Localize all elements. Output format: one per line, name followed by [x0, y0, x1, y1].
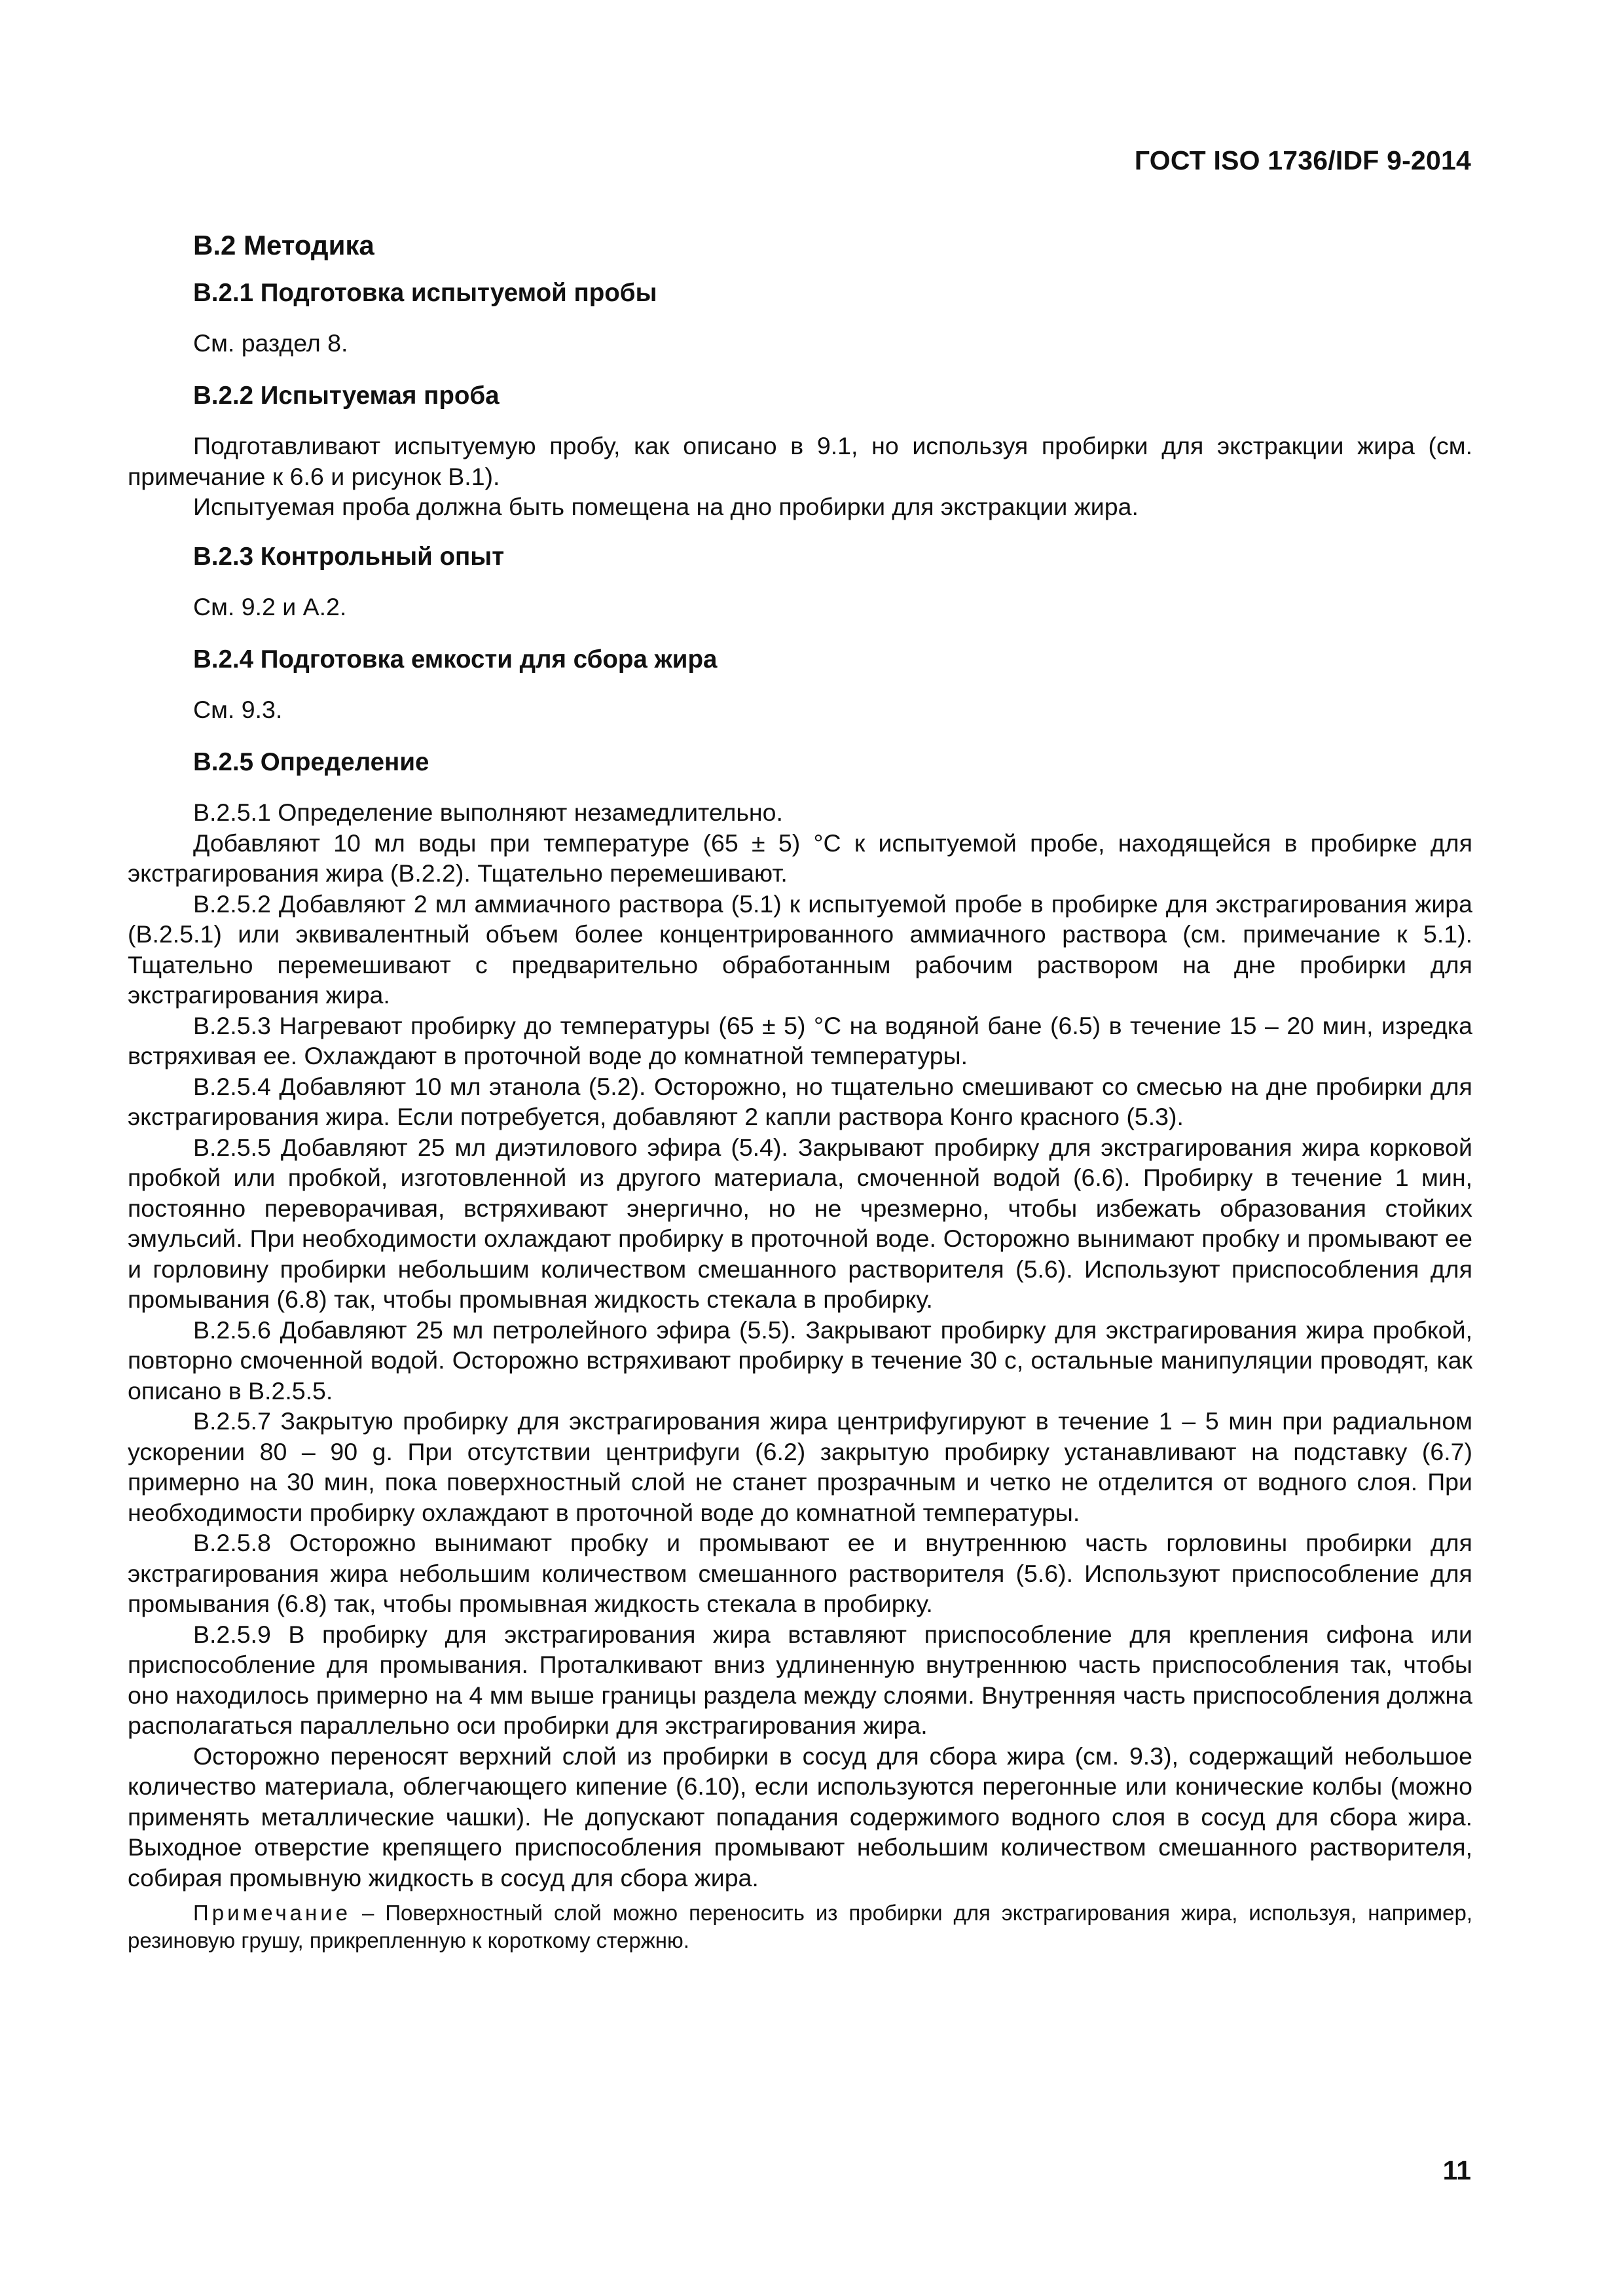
document-header: ГОСТ ISO 1736/IDF 9-2014: [1134, 145, 1471, 175]
paragraph: В.2.5.4 Добавляют 10 мл этанола (5.2). Осторожно, но тщательно смешивают со смесью на дне пробирки для экстрагирования жира. Если потребуется, добавляют 2 капли раствора Конго красного (5.3).: [128, 1072, 1472, 1130]
paragraph: В.2.5.3 Нагревают пробирку до температуры (65 ± 5) °С на водяной бане (6.5) в течение 15 – 20 мин, изредка встряхивая ее. Охлаждают в проточной воде до комнатной температуры.: [128, 1011, 1472, 1069]
paragraph: Испытуемая проба должна быть помещена на дно пробирки для экстракции жира.: [193, 493, 1139, 520]
paragraph: Осторожно переносят верхний слой из пробирки в сосуд для сбора жира (см. 9.3), содержащий небольшое количество материала, облегчающего кипение (6.10), если используются перегонные или конические колбы (можно применять металлические чашки). Не допускают попадания содержимого водного слоя в сосуд для сбора жира. Выходное отверстие крепящего приспособления промывают небольшим количеством смешанного растворителя, собирая промывную жидкость в сосуд для сбора жира.: [128, 1742, 1472, 1892]
subsection-title: B.2.2 Испытуемая проба: [193, 381, 500, 410]
paragraph: В.2.5.1 Определение выполняют незамедлительно.: [193, 798, 783, 826]
note-label: Примечание: [193, 1901, 352, 1925]
section-title: B.2 Методика: [193, 230, 374, 260]
paragraph: См. 9.2 и А.2.: [193, 593, 347, 620]
paragraph: Подготавливают испытуемую пробу, как описано в 9.1, но используя пробирки для экстракции жира (см. примечание к 6.6 и рисунок В.1).: [128, 432, 1472, 490]
subsection-title: B.2.4 Подготовка емкости для сбора жира: [193, 645, 718, 673]
paragraph: См. 9.3.: [193, 696, 283, 723]
subsection-title: B.2.3 Контрольный опыт: [193, 542, 505, 571]
note-text: – Поверхностный слой можно переносить из пробирки для экстрагирования жира, используя, например, резиновую грушу, прикрепленную к короткому стержню.: [128, 1901, 1472, 1952]
paragraph: В.2.5.7 Закрытую пробирку для экстрагирования жира центрифугируют в течение 1 – 5 мин при радиальном ускорении 80 – 90 g. При отсутствии центрифуги (6.2) закрытую пробирку устанавливают на подставку (6.7) примерно на 30 мин, пока поверхностный слой не станет прозрачным и четко не отделится от водного слоя. При необходимости пробирку охлаждают в проточной воде до комнатной температуры.: [128, 1407, 1472, 1526]
paragraph: В.2.5.5 Добавляют 25 мл диэтилового эфира (5.4). Закрывают пробирку для экстрагирования жира корковой пробкой или пробкой, изготовленной из другого материала, смоченной водой (6.6). Пробирку в течение 1 мин, постоянно переворачивая, встряхивают энергично, но не чрезмерно, чтобы избежать образования стойких эмульсий. При необходимости охлаждают пробирку в проточной воде. Осторожно вынимают пробку и промывают ее и горловину пробирки небольшим количеством смешанного растворителя (5.6). Используют приспособления для промывания (6.8) так, чтобы промывная жидкость стекала в пробирку.: [128, 1133, 1472, 1313]
paragraph: Добавляют 10 мл воды при температуре (65 ± 5) °С к испытуемой пробе, находящейся в пробирке для экстрагирования жира (В.2.2). Тщательно перемешивают.: [128, 829, 1472, 887]
note: [128, 1899, 1472, 1954]
paragraph: В.2.5.6 Добавляют 25 мл петролейного эфира (5.5). Закрывают пробирку для экстрагирования жира пробкой, повторно смоченной водой. Осторожно встряхивают пробирку в течение 30 с, остальные манипуляции проводят, как описано в В.2.5.5.: [128, 1316, 1472, 1405]
page-number: 11: [1442, 2155, 1471, 2185]
paragraph: В.2.5.9 В пробирку для экстрагирования жира вставляют приспособление для крепления сифона или приспособление для промывания. Проталкивают вниз удлиненную внутреннюю часть приспособления так, чтобы оно находилось примерно на 4 мм выше границы раздела между слоями. Внутренняя часть приспособления должна располагаться параллельно оси пробирки для экстрагирования жира.: [128, 1620, 1472, 1739]
subsection-title: B.2.1 Подготовка испытуемой пробы: [193, 278, 657, 307]
paragraph: В.2.5.2 Добавляют 2 мл аммиачного раствора (5.1) к испытуемой пробе в пробирке для экстрагирования жира (В.2.5.1) или эквивалентный объем более концентрированного аммиачного раствора (см. примечание к 5.1). Тщательно перемешивают с предварительно обработанным рабочим раствором на дне пробирки для экстрагирования жира.: [128, 889, 1472, 1009]
paragraph: В.2.5.8 Осторожно вынимают пробку и промывают ее и внутреннюю часть горловины пробирки для экстрагирования жира небольшим количеством смешанного растворителя (5.6). Используют приспособление для промывания (6.8) так, чтобы промывная жидкость стекала в пробирку.: [128, 1529, 1472, 1617]
paragraph: См. раздел 8.: [193, 329, 348, 357]
document-body: [128, 216, 1472, 1954]
subsection-title: B.2.5 Определение: [193, 747, 429, 776]
